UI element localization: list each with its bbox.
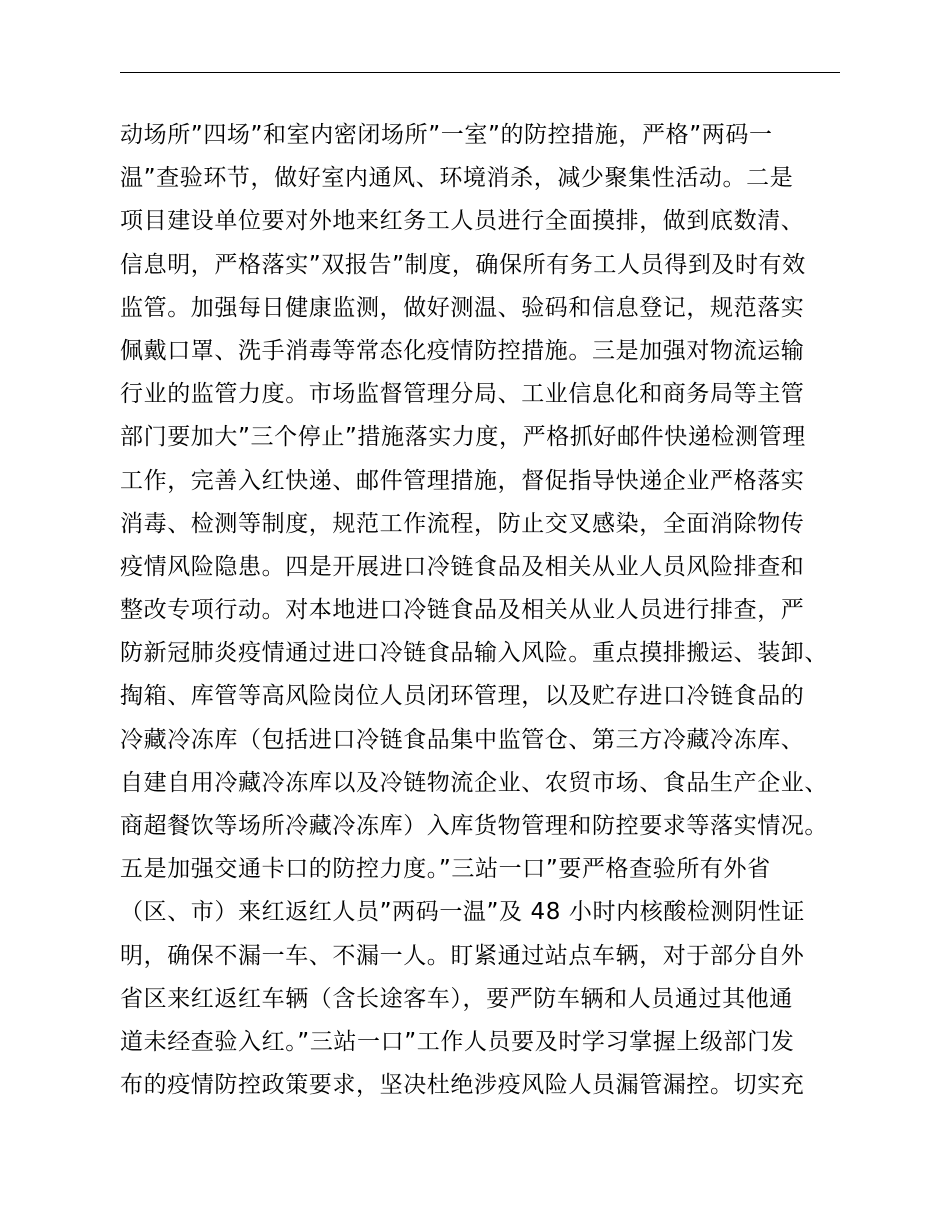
text-line: 自建自用冷藏冷冻库以及冷链物流企业、农贸市场、食品生产企业、 <box>120 769 828 796</box>
text-line: 掏箱、库管等高风险岗位人员闭环管理，以及贮存进口冷链食品的 <box>120 683 805 710</box>
text-line: 冷藏冷冻库（包括进口冷链食品集中监管仓、第三方冷藏冷冻库、 <box>120 726 805 753</box>
header-rule <box>120 72 840 73</box>
text-line: 商超餐饮等场所冷藏冷冻库）入库货物管理和防控要求等落实情况。 <box>120 813 828 839</box>
text-line: （区、市）来红返红人员”两码一温”及 48 小时内核酸检测阴性证 <box>120 899 805 926</box>
text-line: 行业的监管力度。市场监督管理分局、工业信息化和商务局等主管 <box>120 381 805 408</box>
text-line: 整改专项行动。对本地进口冷链食品及相关从业人员进行排查，严 <box>120 597 805 624</box>
text-line: 部门要加大”三个停止”措施落实力度，严格抓好邮件快递检测管理 <box>120 424 806 451</box>
text-line: 道未经查验入红。”三站一口”工作人员要及时学习掌握上级部门发 <box>120 1028 795 1055</box>
text-line: 信息明，严格落实”双报告”制度，确保所有务工人员得到及时有效 <box>120 251 806 278</box>
body-text <box>120 114 860 1107</box>
text-line: 布的疫情防控政策要求，坚决杜绝涉疫风险人员漏管漏控。切实充 <box>120 1072 805 1099</box>
text-line: 佩戴口罩、洗手消毒等常态化疫情防控措施。三是加强对物流运输 <box>120 337 805 364</box>
text-line: 五是加强交通卡口的防控力度。”三站一口”要严格查验所有外省 <box>120 856 771 883</box>
text-line: 明，确保不漏一车、不漏一人。盯紧通过站点车辆，对于部分自外 <box>120 942 805 969</box>
text-line: 防新冠肺炎疫情通过进口冷链食品输入风险。重点摸排搬运、装卸、 <box>120 640 828 667</box>
text-line: 省区来红返红车辆（含长途客车），要严防车辆和人员通过其他通 <box>120 985 793 1012</box>
text-line: 监管。加强每日健康监测，做好测温、验码和信息登记，规范落实 <box>120 294 805 321</box>
text-line: 动场所”四场”和室内密闭场所”一室”的防控措施，严格”两码一 <box>120 122 773 148</box>
text-line: 温”查验环节，做好室内通风、环境消杀，减少聚集性活动。二是 <box>120 165 794 192</box>
text-line: 项目建设单位要对外地来红务工人员进行全面摸排，做到底数清、 <box>120 208 805 235</box>
text-line: 工作，完善入红快递、邮件管理措施，督促指导快递企业严格落实 <box>120 467 805 494</box>
text-line: 消毒、检测等制度，规范工作流程，防止交叉感染，全面消除物传 <box>120 510 805 537</box>
text-line: 疫情风险隐患。四是开展进口冷链食品及相关从业人员风险排查和 <box>120 553 805 580</box>
